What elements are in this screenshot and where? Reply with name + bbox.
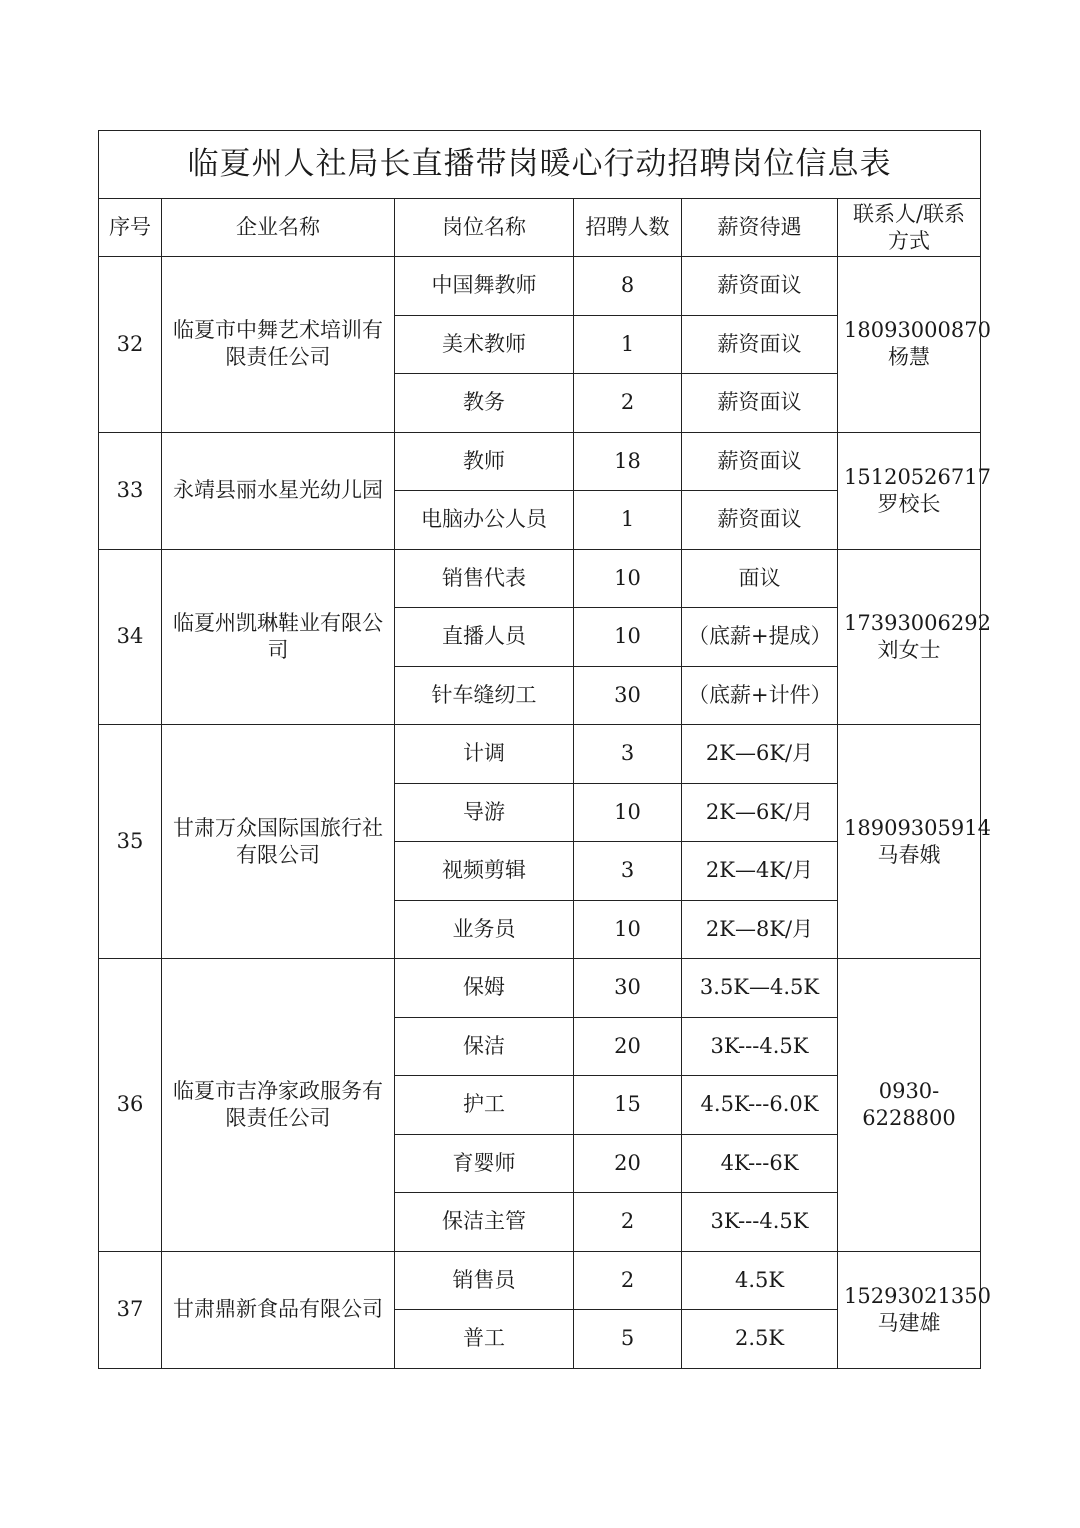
contact-cell — [838, 1251, 991, 1368]
position-title: 教师 — [395, 432, 574, 491]
table-row — [99, 432, 981, 491]
company-number: 35 — [99, 725, 162, 959]
contact-phone: 15120526717 — [844, 464, 991, 489]
contact-cell — [838, 725, 991, 959]
position-count: 15 — [574, 1076, 682, 1135]
position-salary: 薪资面议 — [682, 315, 838, 374]
contact-person: 马建雄 — [877, 1310, 941, 1335]
position-salary: 薪资面议 — [682, 491, 838, 550]
position-title: 普工 — [395, 1310, 574, 1369]
position-count: 2 — [574, 1193, 682, 1252]
company-name: 永靖县丽水星光幼儿园 — [162, 432, 395, 549]
table-row — [99, 549, 981, 608]
company-name: 甘肃鼎新食品有限公司 — [162, 1251, 395, 1368]
position-count: 3 — [574, 725, 682, 784]
header-row — [99, 199, 981, 257]
header-cell-company: 企业名称 — [162, 199, 395, 257]
position-count: 1 — [574, 491, 682, 550]
company-name: 临夏市中舞艺术培训有限责任公司 — [162, 257, 395, 433]
header-cell-position: 岗位名称 — [395, 199, 574, 257]
position-count: 1 — [574, 315, 682, 374]
contact-cell — [838, 549, 991, 725]
position-title: 销售代表 — [395, 549, 574, 608]
position-salary: 4.5K — [682, 1251, 838, 1310]
position-count: 10 — [574, 549, 682, 608]
header-cell-salary: 薪资待遇 — [682, 199, 838, 257]
header-cell-count: 招聘人数 — [574, 199, 682, 257]
position-count: 18 — [574, 432, 682, 491]
position-salary: 面议 — [682, 549, 838, 608]
position-count: 20 — [574, 1017, 682, 1076]
position-title: 电脑办公人员 — [395, 491, 574, 550]
position-title: 护工 — [395, 1076, 574, 1135]
recruitment-table — [98, 130, 991, 1369]
position-title: 直播人员 — [395, 608, 574, 667]
company-number: 37 — [99, 1251, 162, 1368]
position-title: 育婴师 — [395, 1134, 574, 1193]
position-count: 8 — [574, 257, 682, 316]
contact-phone: 18909305914 — [844, 815, 991, 840]
position-count: 10 — [574, 608, 682, 667]
position-title: 教务 — [395, 374, 574, 433]
contact-person: 杨慧 — [888, 345, 930, 370]
contact-person: 马春娥 — [877, 842, 941, 867]
position-count: 30 — [574, 959, 682, 1018]
position-title: 保洁 — [395, 1017, 574, 1076]
company-number: 32 — [99, 257, 162, 433]
position-salary: 4K---6K — [682, 1134, 838, 1193]
table-row — [99, 1251, 981, 1310]
position-salary: 2K—6K/月 — [682, 725, 838, 784]
position-salary: 薪资面议 — [682, 257, 838, 316]
recruitment-sheet — [98, 130, 991, 1369]
position-count: 20 — [574, 1134, 682, 1193]
position-count: 2 — [574, 1251, 682, 1310]
position-count: 2 — [574, 374, 682, 433]
company-number: 33 — [99, 432, 162, 549]
table-row — [99, 959, 981, 1018]
table-title: 临夏州人社局长直播带岗暖心行动招聘岗位信息表 — [99, 131, 981, 199]
position-salary: 薪资面议 — [682, 432, 838, 491]
contact-cell — [838, 959, 981, 1252]
company-name: 临夏市吉净家政服务有限责任公司 — [162, 959, 395, 1252]
position-salary: 2K—6K/月 — [682, 783, 838, 842]
contact-phone: 17393006292 — [844, 610, 991, 635]
position-salary: 2.5K — [682, 1310, 838, 1369]
position-salary: 4.5K---6.0K — [682, 1076, 838, 1135]
position-salary: 3.5K—4.5K — [682, 959, 838, 1018]
position-count: 10 — [574, 783, 682, 842]
position-title: 导游 — [395, 783, 574, 842]
position-title: 中国舞教师 — [395, 257, 574, 316]
contact-phone: 15293021350 — [844, 1283, 991, 1308]
position-title: 保洁主管 — [395, 1193, 574, 1252]
table-row — [99, 257, 981, 316]
position-title: 业务员 — [395, 900, 574, 959]
position-salary: （底薪+提成） — [682, 608, 838, 667]
contact-phone: 18093000870 — [844, 318, 991, 343]
position-salary: （底薪+计件） — [682, 666, 838, 725]
position-salary: 3K---4.5K — [682, 1193, 838, 1252]
position-count: 3 — [574, 842, 682, 901]
contact-person: 罗校长 — [877, 491, 941, 516]
header-cell-contact: 联系人/联系方式 — [838, 199, 981, 257]
company-number: 34 — [99, 549, 162, 725]
contact-phone: 0930-6228800 — [862, 1078, 956, 1130]
position-count: 5 — [574, 1310, 682, 1369]
contact-cell — [838, 257, 991, 433]
position-title: 视频剪辑 — [395, 842, 574, 901]
position-count: 30 — [574, 666, 682, 725]
position-title: 计调 — [395, 725, 574, 784]
position-salary: 2K—4K/月 — [682, 842, 838, 901]
company-name: 甘肃万众国际国旅行社有限公司 — [162, 725, 395, 959]
header-cell-no: 序号 — [99, 199, 162, 257]
position-salary: 3K---4.5K — [682, 1017, 838, 1076]
position-salary: 2K—8K/月 — [682, 900, 838, 959]
position-salary: 薪资面议 — [682, 374, 838, 433]
contact-cell — [838, 432, 991, 549]
position-title: 销售员 — [395, 1251, 574, 1310]
table-row — [99, 725, 981, 784]
position-title: 美术教师 — [395, 315, 574, 374]
position-title: 针车缝纫工 — [395, 666, 574, 725]
company-number: 36 — [99, 959, 162, 1252]
position-title: 保姆 — [395, 959, 574, 1018]
position-count: 10 — [574, 900, 682, 959]
company-name: 临夏州凯琳鞋业有限公司 — [162, 549, 395, 725]
contact-person: 刘女士 — [877, 637, 941, 662]
